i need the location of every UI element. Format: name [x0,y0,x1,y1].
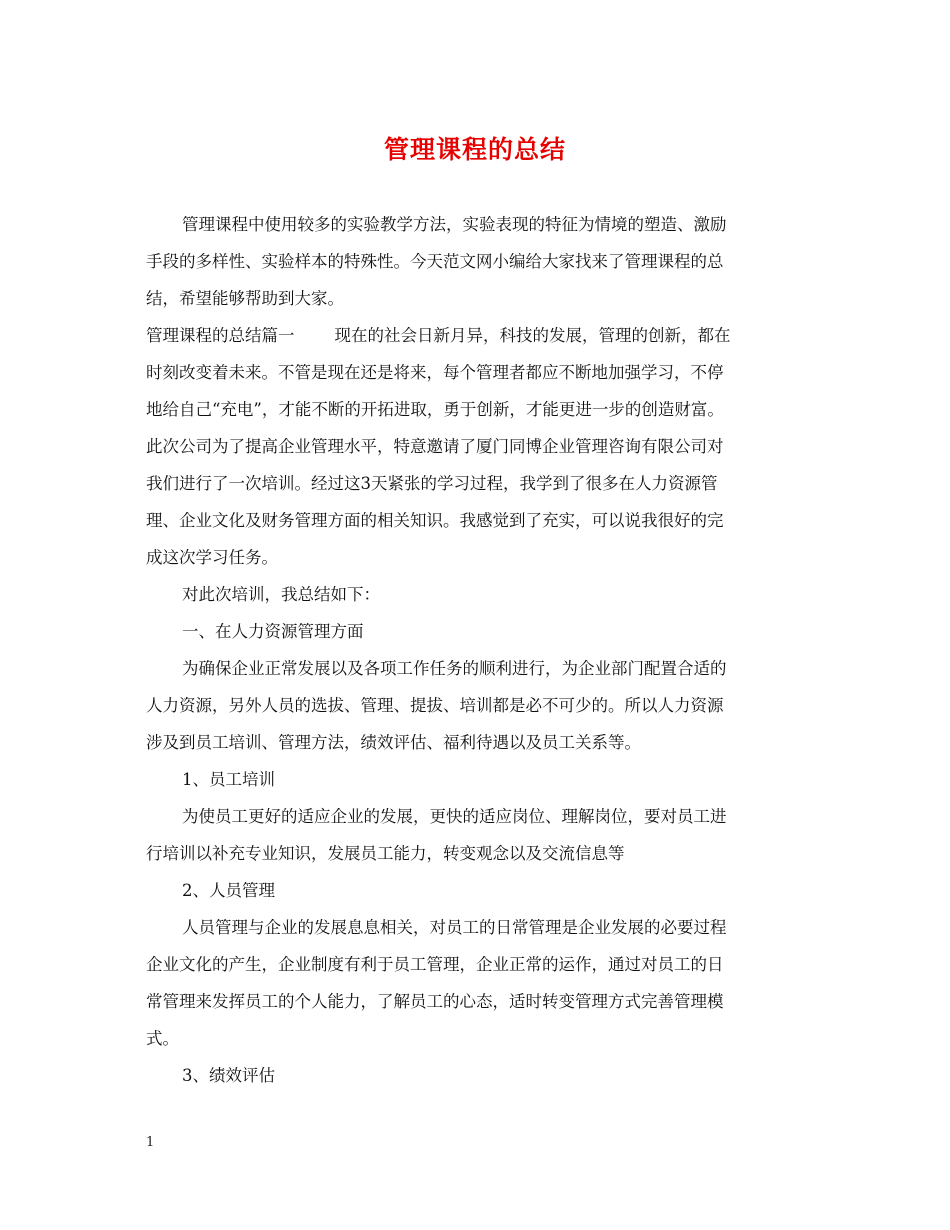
paragraph-line: 结，希望能够帮助到大家。 [146,289,344,308]
subsection-heading: 3、绩效评估 [182,1066,275,1085]
paragraph-line: 对此次培训，我总结如下： [182,585,380,604]
document-body [146,206,806,1094]
document-title: 管理课程的总结 [383,135,566,164]
section-heading: 一、在人力资源管理方面 [182,622,364,641]
paragraph-line: 地给自己“充电”，才能不断的开拓进取，勇于创新，才能更进一步的创造财富。 [146,400,724,419]
page-number: 1 [146,1135,155,1150]
section-heading: 管理课程的总结篇一 [146,326,295,345]
paragraph-line: 手段的多样性、实验样本的特殊性。今天范文网小编给大家找来了管理课程的总 [146,252,724,271]
paragraph-line: 理、企业文化及财务管理方面的相关知识。我感觉到了充实，可以说我很好的完 [146,511,724,530]
paragraph-line: 涉及到员工培训、管理方法，绩效评估、福利待遇以及员工关系等。 [146,733,641,752]
paragraph-line: 人员管理与企业的发展息息相关，对员工的日常管理是企业发展的必要过程 [182,918,727,937]
paragraph-line: 常管理来发挥员工的个人能力，了解员工的心态，适时转变管理方式完善管理模 [146,992,724,1011]
paragraph-line: 行培训以补充专业知识，发展员工能力，转变观念以及交流信息等 [146,844,625,863]
paragraph-line: 人力资源，另外人员的选拔、管理、提拔、培训都是必不可少的。所以人力资源 [146,696,724,715]
paragraph-line: 为使员工更好的适应企业的发展，更快的适应岗位、理解岗位，要对员工进 [182,807,727,826]
paragraph-line: 为确保企业正常发展以及各项工作任务的顺利进行，为企业部门配置合适的 [182,659,727,678]
paragraph-line: 此次公司为了提高企业管理水平，特意邀请了厦门同博企业管理咨询有限公司对 [146,437,724,456]
paragraph-line: 时刻改变着未来。不管是现在还是将来，每个管理者都应不断地加强学习，不停 [146,363,724,382]
paragraph-line: 管理课程中使用较多的实验教学方法，实验表现的特征为情境的塑造、激励 [182,215,727,234]
paragraph-line: 成这次学习任务。 [146,548,278,567]
paragraph-text: 现在的社会日新月异，科技的发展，管理的创新，都在 [334,326,731,345]
paragraph-line: 式。 [146,1029,179,1048]
subsection-heading: 2、人员管理 [182,881,275,900]
paragraph-line: 我们进行了一次培训。经过这3天紧张的学习过程，我学到了很多在人力资源管 [146,474,718,493]
subsection-heading: 1、员工培训 [182,770,275,789]
paragraph-line: 企业文化的产生，企业制度有利于员工管理，企业正常的运作，通过对员工的日 [146,955,724,974]
section-line [146,317,806,354]
